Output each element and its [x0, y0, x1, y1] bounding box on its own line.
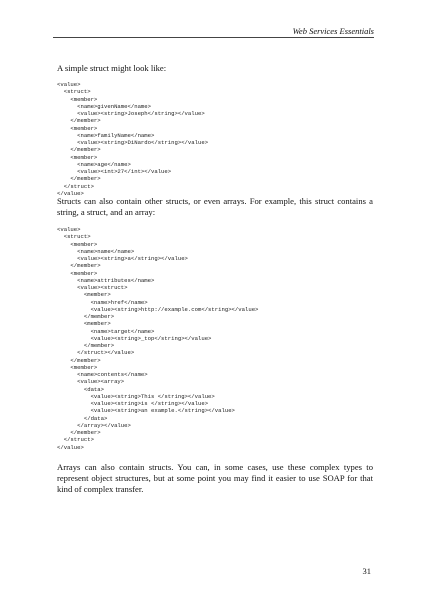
simple-struct-code-block: <value> <struct> <member> <name>givenName</name> <value><string>Joseph</string></value> </member> <member> <name>familyName</name> <value><string>DiNardo</string></value> </member> <member> <name>age</name> <value><int>27</int></value> </member> </struct> </value>: [57, 81, 209, 197]
page-number: 31: [362, 566, 371, 576]
header-rule: [53, 37, 374, 38]
closing-paragraph: Arrays can also contain structs. You can, in some cases, use these complex types to represent object structures, but at some point you may find it easier to use SOAP for that kind of complex transfer.: [57, 462, 373, 495]
running-header: Web Services Essentials: [292, 26, 374, 36]
nested-struct-paragraph: Structs can also contain other structs, or even arrays. For example, this struct contains a string, a struct, and an array:: [57, 196, 373, 218]
complex-struct-code-block: <value> <struct> <member> <name>name</name> <value><string>a</string></value> </member> <member> <name>attributes</name> <value><struct> <member> <name>href</name> <value><string>http://example.com</string></value> </member> <member> <name>target</name> <value><string>_top</string></value> </member> </struct></value> </member> <member> <name>contents</name> <value><array> <data> <value><string>This </string></value> <value><string>is </string></value> <value><string>an example.</string></value> </data> </array></value> </member> </struct> </value>: [57, 226, 259, 451]
intro-paragraph: A simple struct might look like:: [57, 63, 167, 73]
